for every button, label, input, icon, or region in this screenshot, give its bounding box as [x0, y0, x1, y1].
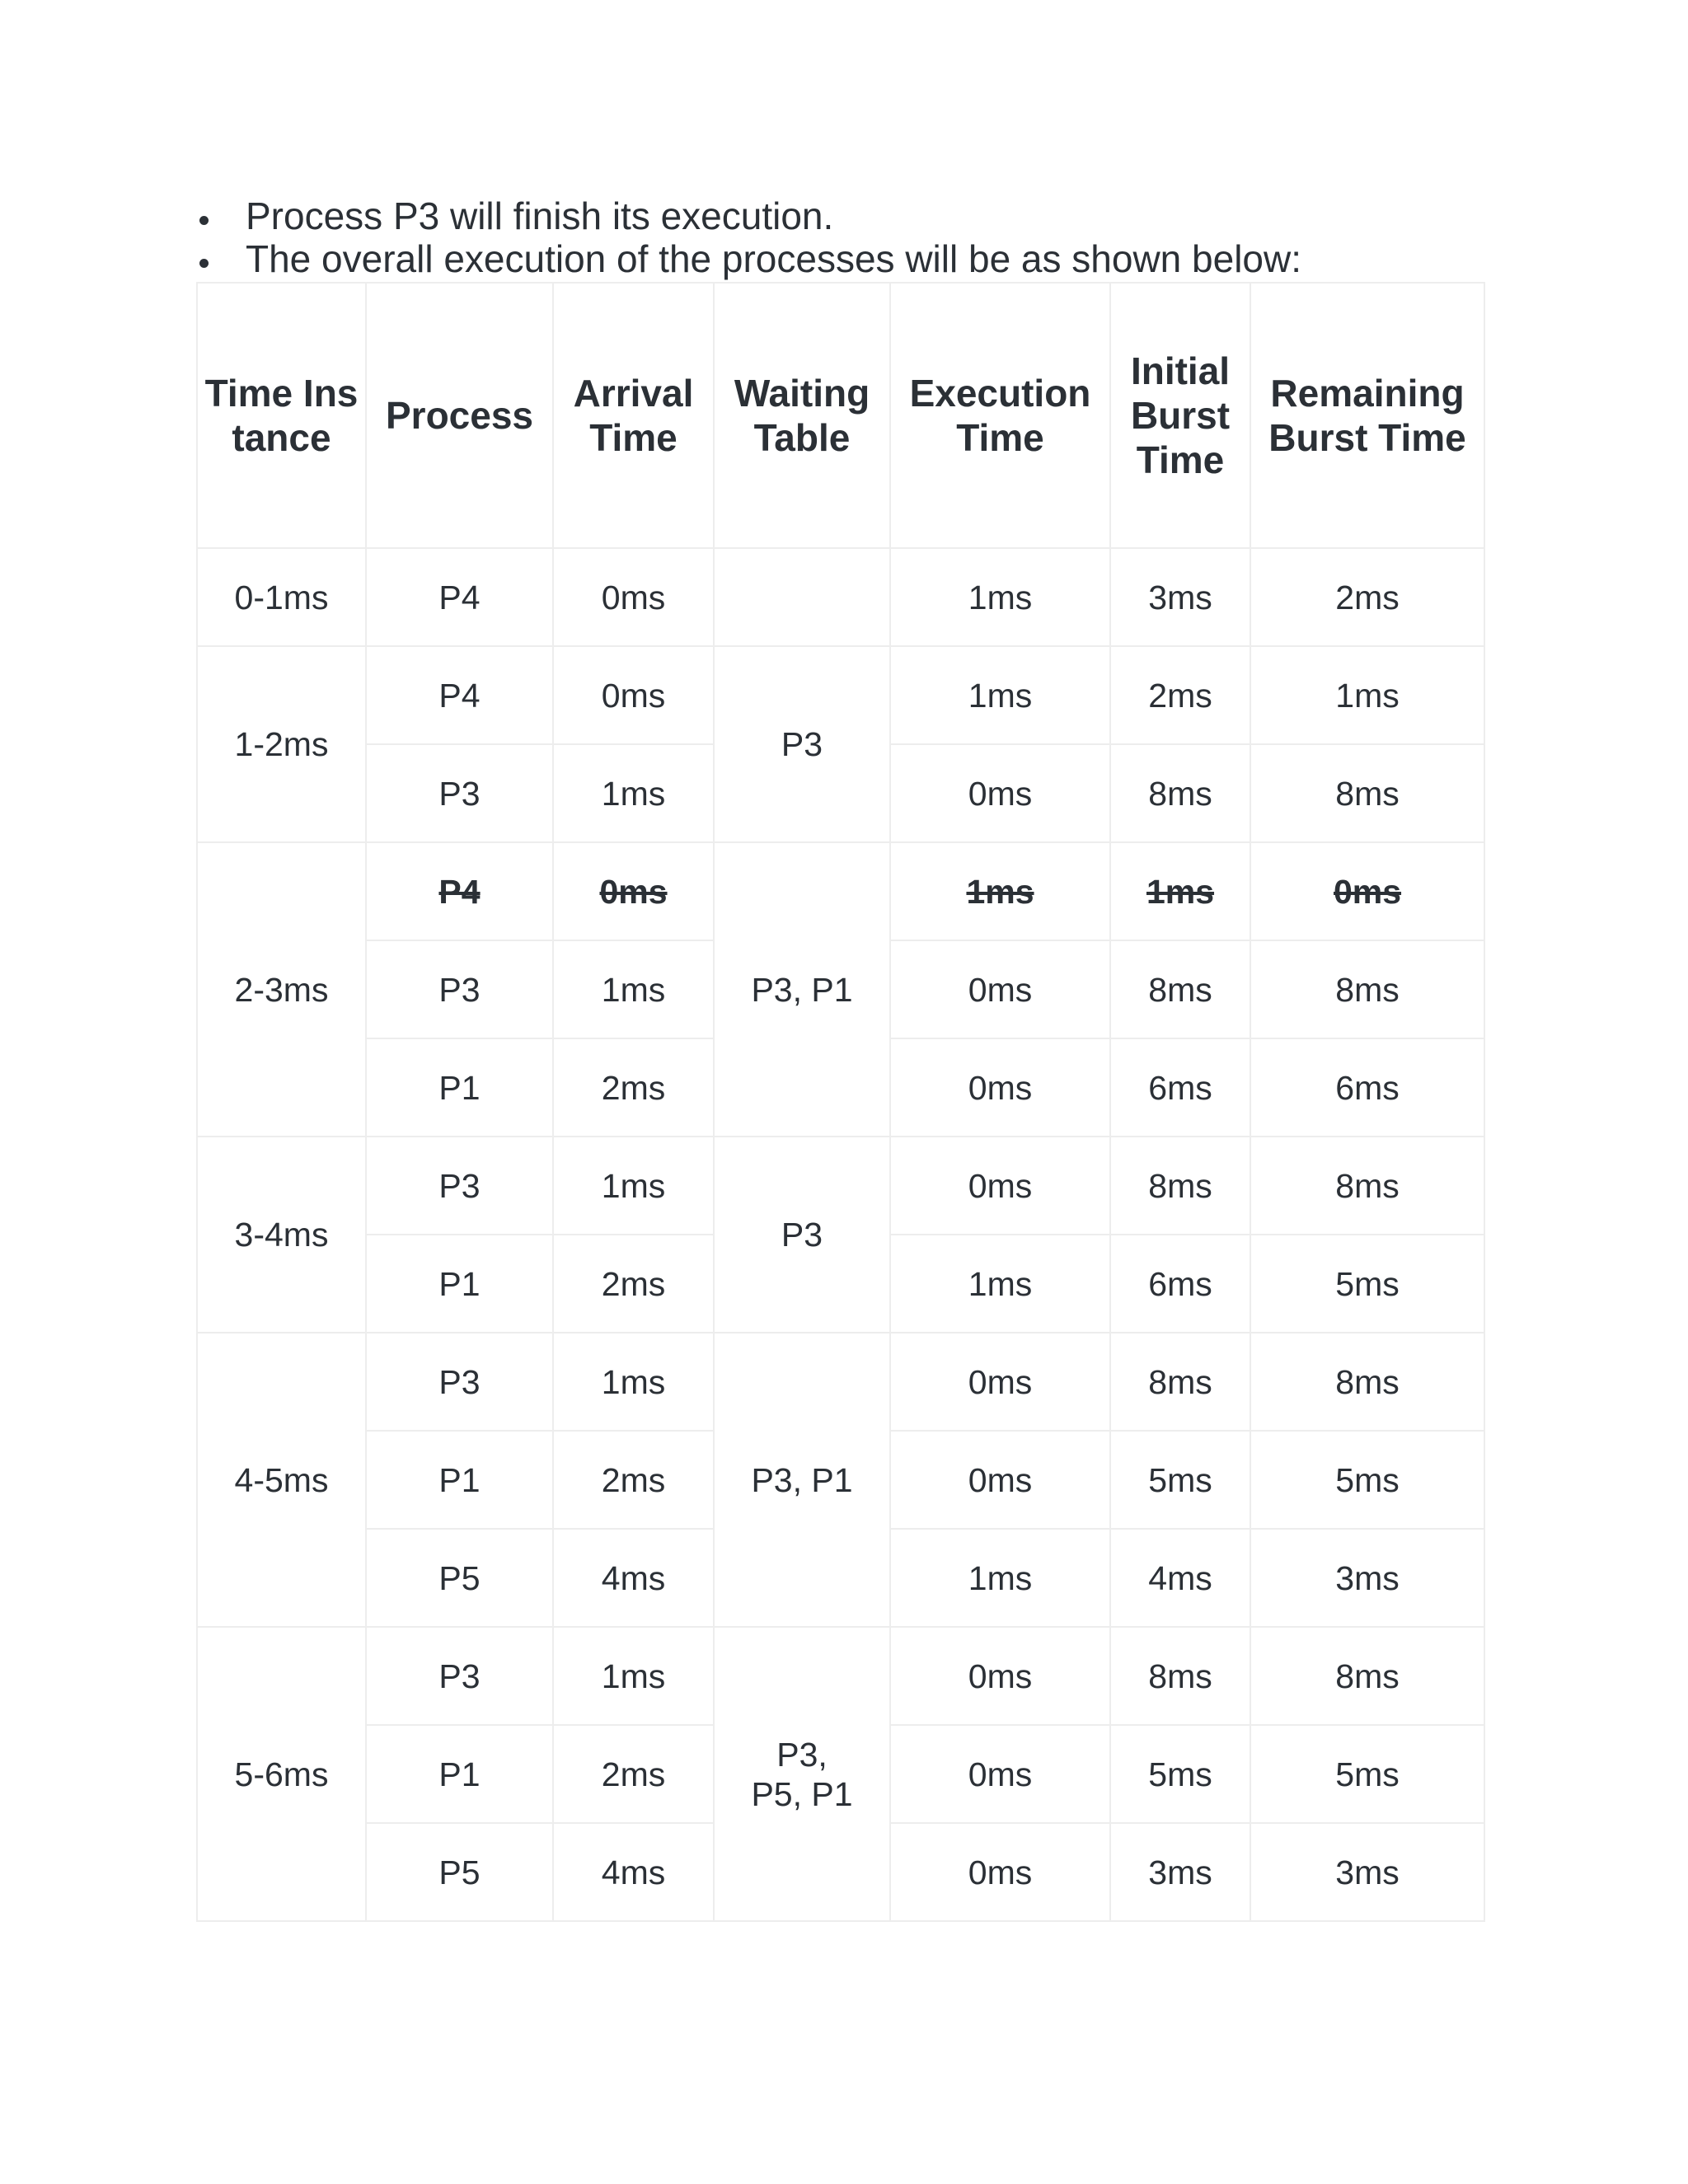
- waiting-table-text: P3: [781, 1216, 823, 1254]
- process-cell: P5: [366, 1529, 553, 1627]
- execution-time-cell: 0ms: [890, 1627, 1110, 1725]
- initial-burst-cell: 3ms: [1110, 548, 1250, 646]
- execution-time-cell: 0ms: [890, 1038, 1110, 1137]
- execution-time-cell: 0ms: [890, 940, 1110, 1038]
- execution-time-cell: 1ms: [890, 548, 1110, 646]
- arrival-time-cell: 1ms: [553, 1627, 714, 1725]
- remaining-burst-cell: 3ms: [1250, 1529, 1484, 1627]
- process-cell: P5: [366, 1823, 553, 1921]
- execution-time-cell: 0ms: [890, 1725, 1110, 1823]
- remaining-burst-cell: 5ms: [1250, 1725, 1484, 1823]
- time-instance-cell: 0-1ms: [197, 548, 366, 646]
- arrival-time-cell: 0ms: [553, 646, 714, 744]
- execution-time-cell: 0ms: [890, 1137, 1110, 1235]
- initial-burst-cell: 4ms: [1110, 1529, 1250, 1627]
- bullet-list: [196, 194, 1301, 280]
- process-cell: P3: [366, 744, 553, 842]
- execution-time-cell: 1ms: [890, 842, 1110, 940]
- process-cell: P1: [366, 1431, 553, 1529]
- process-cell: P1: [366, 1038, 553, 1137]
- table-row: [197, 1627, 1484, 1725]
- process-cell: P1: [366, 1235, 553, 1333]
- process-cell: P4: [366, 646, 553, 744]
- arrival-time-cell: 1ms: [553, 940, 714, 1038]
- remaining-burst-cell: 8ms: [1250, 1333, 1484, 1431]
- time-instance-cell: 2-3ms: [197, 842, 366, 1137]
- remaining-burst-cell: 8ms: [1250, 1627, 1484, 1725]
- execution-time-cell: 0ms: [890, 1823, 1110, 1921]
- execution-time-cell: 1ms: [890, 646, 1110, 744]
- remaining-burst-cell: 5ms: [1250, 1235, 1484, 1333]
- bullet-item: The overall execution of the processes will be as shown below:: [196, 237, 1301, 280]
- initial-burst-cell: 5ms: [1110, 1725, 1250, 1823]
- header-row: [197, 283, 1484, 548]
- initial-burst-cell: 8ms: [1110, 744, 1250, 842]
- arrival-time-cell: 4ms: [553, 1529, 714, 1627]
- waiting-table-text: P3, P5, P1: [751, 1735, 853, 1813]
- initial-burst-cell: 6ms: [1110, 1235, 1250, 1333]
- waiting-table-text: P3: [781, 725, 823, 763]
- header-cell: Time Instance: [197, 283, 366, 548]
- time-instance-cell: 1-2ms: [197, 646, 366, 842]
- execution-table: [196, 282, 1485, 1922]
- remaining-burst-cell: 8ms: [1250, 940, 1484, 1038]
- process-cell: P3: [366, 1333, 553, 1431]
- remaining-burst-cell: 8ms: [1250, 744, 1484, 842]
- process-cell: P3: [366, 940, 553, 1038]
- table-row: [197, 842, 1484, 940]
- time-instance-cell: 5-6ms: [197, 1627, 366, 1921]
- execution-time-cell: 0ms: [890, 744, 1110, 842]
- waiting-table-text: P3, P1: [751, 1460, 853, 1499]
- waiting-table-cell: [714, 548, 890, 646]
- table-row: [197, 646, 1484, 744]
- remaining-burst-cell: 3ms: [1250, 1823, 1484, 1921]
- waiting-table-text: P3, P1: [751, 970, 853, 1009]
- arrival-time-cell: 1ms: [553, 1137, 714, 1235]
- header-cell: Initial Burst Time: [1110, 283, 1250, 548]
- arrival-time-cell: 0ms: [553, 548, 714, 646]
- initial-burst-cell: 8ms: [1110, 1333, 1250, 1431]
- bullet-item: Process P3 will finish its execution.: [196, 194, 1301, 237]
- time-instance-cell: 4-5ms: [197, 1333, 366, 1627]
- arrival-time-cell: 1ms: [553, 1333, 714, 1431]
- process-cell: P3: [366, 1137, 553, 1235]
- table-row: [197, 548, 1484, 646]
- remaining-burst-cell: 0ms: [1250, 842, 1484, 940]
- time-instance-cell: 3-4ms: [197, 1137, 366, 1333]
- remaining-burst-cell: 5ms: [1250, 1431, 1484, 1529]
- process-cell: P4: [366, 842, 553, 940]
- process-cell: P1: [366, 1725, 553, 1823]
- execution-time-cell: 0ms: [890, 1333, 1110, 1431]
- header-cell: Process: [366, 283, 553, 548]
- table-body: [197, 548, 1484, 1921]
- remaining-burst-cell: 2ms: [1250, 548, 1484, 646]
- initial-burst-cell: 8ms: [1110, 1137, 1250, 1235]
- arrival-time-cell: 2ms: [553, 1725, 714, 1823]
- header-cell: Execution Time: [890, 283, 1110, 548]
- execution-time-cell: 0ms: [890, 1431, 1110, 1529]
- execution-time-cell: 1ms: [890, 1235, 1110, 1333]
- process-cell: P4: [366, 548, 553, 646]
- arrival-time-cell: 0ms: [553, 842, 714, 940]
- arrival-time-cell: 2ms: [553, 1235, 714, 1333]
- process-cell: P3: [366, 1627, 553, 1725]
- initial-burst-cell: 1ms: [1110, 842, 1250, 940]
- arrival-time-cell: 2ms: [553, 1038, 714, 1137]
- initial-burst-cell: 8ms: [1110, 1627, 1250, 1725]
- arrival-time-cell: 2ms: [553, 1431, 714, 1529]
- initial-burst-cell: 6ms: [1110, 1038, 1250, 1137]
- header-cell: Waiting Table: [714, 283, 890, 548]
- header-cell: Remaining Burst Time: [1250, 283, 1484, 548]
- waiting-table-cell: [714, 646, 890, 842]
- remaining-burst-cell: 1ms: [1250, 646, 1484, 744]
- arrival-time-cell: 4ms: [553, 1823, 714, 1921]
- remaining-burst-cell: 8ms: [1250, 1137, 1484, 1235]
- header-cell: Arrival Time: [553, 283, 714, 548]
- initial-burst-cell: 8ms: [1110, 940, 1250, 1038]
- waiting-table-cell: [714, 1627, 890, 1921]
- waiting-table-cell: [714, 842, 890, 1137]
- waiting-table-cell: [714, 1137, 890, 1333]
- initial-burst-cell: 2ms: [1110, 646, 1250, 744]
- remaining-burst-cell: 6ms: [1250, 1038, 1484, 1137]
- initial-burst-cell: 3ms: [1110, 1823, 1250, 1921]
- arrival-time-cell: 1ms: [553, 744, 714, 842]
- execution-time-cell: 1ms: [890, 1529, 1110, 1627]
- initial-burst-cell: 5ms: [1110, 1431, 1250, 1529]
- table-row: [197, 1333, 1484, 1431]
- table-row: [197, 1137, 1484, 1235]
- waiting-table-cell: [714, 1333, 890, 1627]
